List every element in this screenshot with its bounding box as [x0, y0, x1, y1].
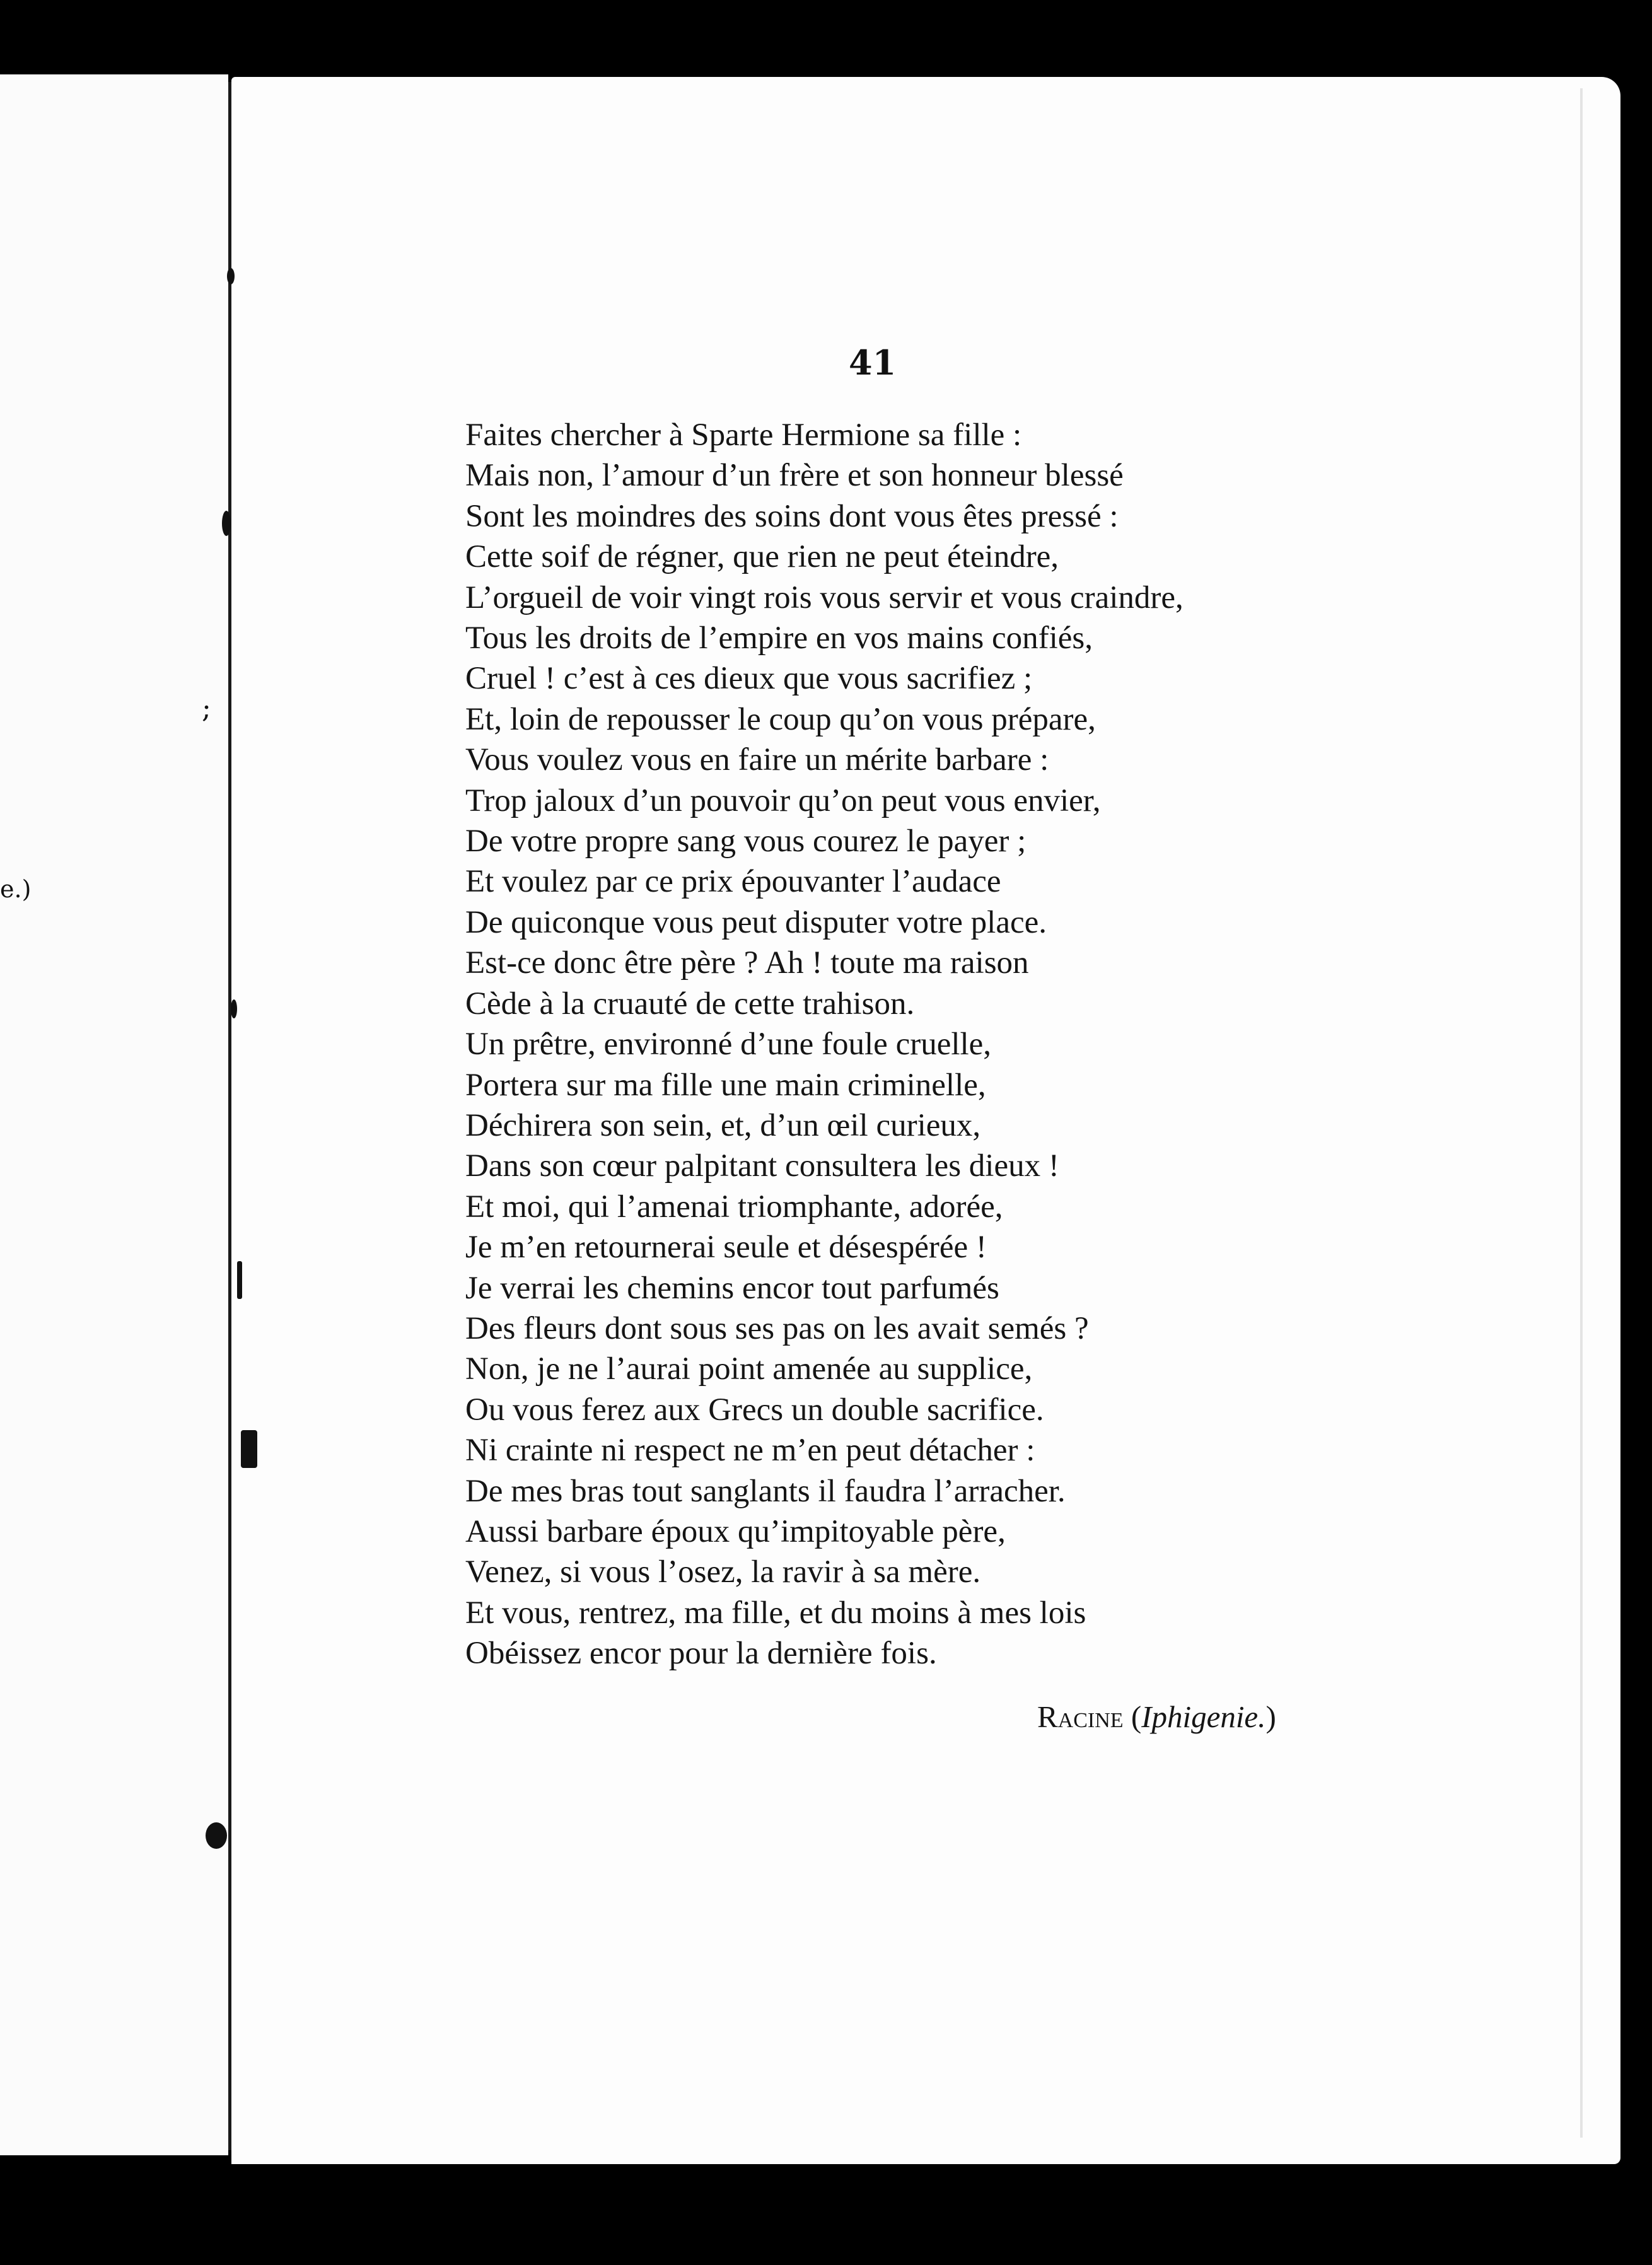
poem-line: Sont les moindres des soins dont vous êtes pressé :	[465, 498, 1119, 534]
poem-line: Et voulez par ce prix épouvanter l’audace	[465, 864, 1001, 900]
binding-speck	[222, 511, 231, 536]
poem-line: Ni crainte ni respect ne m’en peut détacher :	[465, 1433, 1035, 1469]
poem-line: L’orgueil de voir vingt rois vous servir et vous craindre,	[465, 579, 1184, 615]
work-title: Iphigenie.	[1141, 1699, 1266, 1734]
left-page-mark: ;	[202, 692, 211, 725]
work-close-paren: )	[1265, 1699, 1276, 1734]
poem-line: Un prêtre, environné d’une foule cruelle,	[465, 1027, 992, 1063]
poem-line: Aussi barbare époux qu’impitoyable père,	[465, 1513, 1006, 1549]
poem-line: Trop jaloux d’un pouvoir qu’on peut vous envier,	[465, 783, 1101, 818]
poem-attribution	[1037, 1699, 1334, 1735]
poem-line: Et moi, qui l’amenai triomphante, adorée,	[465, 1189, 1003, 1225]
poem-line: De mes bras tout sanglants il faudra l’arracher.	[465, 1473, 1066, 1509]
poem-line: Et, loin de repousser le coup qu’on vous prépare,	[465, 701, 1096, 737]
poem-line: Ou vous ferez aux Grecs un double sacrifice.	[465, 1392, 1044, 1428]
poem-line: Portera sur ma fille une main criminelle,	[465, 1067, 986, 1103]
poem-line: Est-ce donc être père ? Ah ! toute ma raison	[465, 945, 1029, 981]
author-name: Racine	[1037, 1699, 1124, 1734]
binding-speck	[227, 268, 235, 284]
binding-speck	[206, 1822, 227, 1849]
poem-line: Non, je ne l’aurai point amenée au supplice,	[465, 1351, 1033, 1387]
poem-line: Tous les droits de l’empire en vos mains confiés,	[465, 620, 1093, 656]
poem-line: Des fleurs dont sous ses pas on les avait semés ?	[465, 1310, 1089, 1346]
left-page-mark: e.)	[0, 875, 32, 903]
binding-speck	[237, 1261, 242, 1299]
poem-line: De votre propre sang vous courez le payer ;	[465, 824, 1027, 859]
poem-line: Venez, si vous l’osez, la ravir à sa mère.	[465, 1554, 981, 1590]
work-open-paren: (	[1123, 1699, 1142, 1734]
poem-line: Obéissez encor pour la dernière fois.	[465, 1636, 937, 1672]
poem-line: Et vous, rentrez, ma fille, et du moins à mes lois	[465, 1595, 1086, 1631]
poem-text	[465, 415, 1386, 1674]
poem-line: Vous voulez vous en faire un mérite barbare :	[465, 742, 1049, 778]
poem-line: Mais non, l’amour d’un frère et son honneur blessé	[465, 458, 1124, 494]
page-edge-shadow	[1580, 88, 1583, 2138]
poem-line: Je verrai les chemins encor tout parfumés	[465, 1270, 999, 1306]
binding-speck	[231, 999, 237, 1018]
poem-line: Cède à la cruauté de cette trahison.	[465, 986, 915, 1022]
poem-line: Cette soif de régner, que rien ne peut éteindre,	[465, 539, 1059, 575]
page-number: 41	[849, 342, 897, 383]
poem-line: Dans son cœur palpitant consultera les dieux !	[465, 1148, 1059, 1184]
left-facing-page	[0, 74, 228, 2155]
binding-speck	[241, 1430, 257, 1468]
poem-line: Je m’en retournerai seule et désespérée !	[465, 1230, 987, 1266]
poem-line: Déchirera son sein, et, d’un œil curieux,	[465, 1107, 981, 1143]
poem-line: De quiconque vous peut disputer votre place.	[465, 904, 1047, 940]
poem-line: Cruel ! c’est à ces dieux que vous sacrifiez ;	[465, 661, 1033, 697]
poem-line: Faites chercher à Sparte Hermione sa fille :	[465, 417, 1022, 453]
